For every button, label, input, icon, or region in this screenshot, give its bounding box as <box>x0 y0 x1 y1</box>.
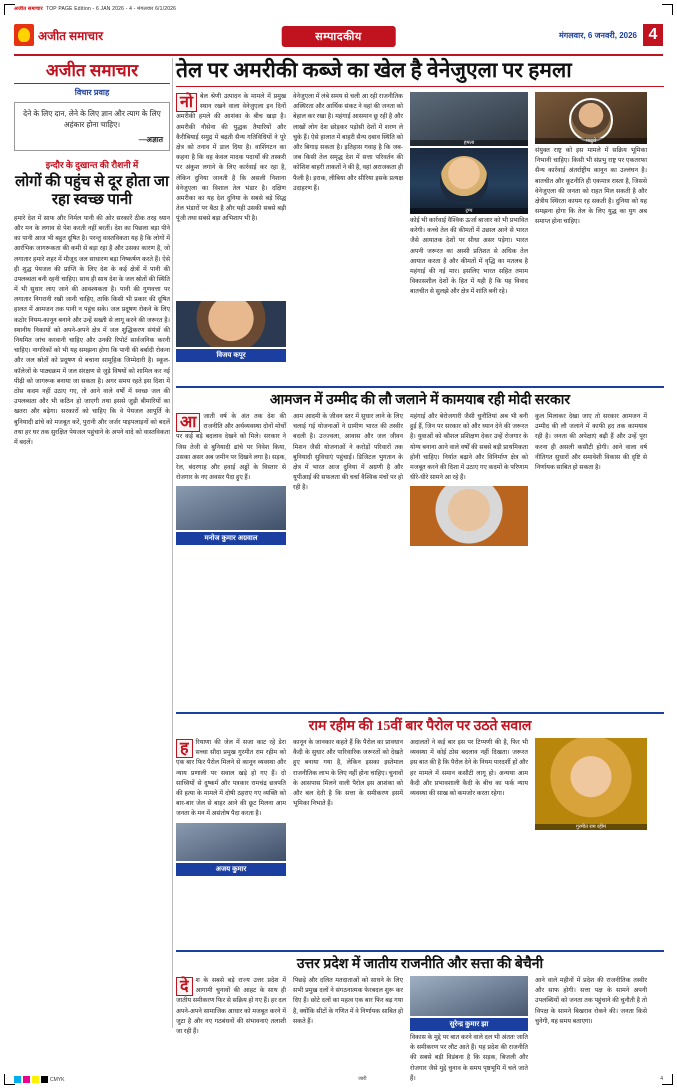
s4-author-photo <box>410 976 528 1016</box>
s4-col-2: पिछड़े और दलित मतदाताओं को साधने के लिए सभी प्रमुख दलों ने संगठनात्मक फेरबदल शुरू कर दिए हैं। छोटे दलों का महत्व एक बार फिर बढ़ गया है, क्योंकि सीटों के गणित में वे निर्णायक साबित हो सकते हैं। <box>293 977 403 1025</box>
left-headline: लोगों की पहुंच से दूर होता जा रहा स्वच्छ पानी <box>15 173 169 208</box>
trump-photo-label: ट्रम्प <box>410 208 528 214</box>
lead-author-byline: विजय कपूर <box>176 349 286 362</box>
s3-col-2: कानून के जानकार कहते हैं कि पैरोल का प्रावधान कैदी के सुधार और पारिवारिक जरूरतों को देखते हुए बनाया गया है, लेकिन इसका इस्तेमाल राजनीतिक लाभ के लिए नहीं होना चाहिए। चुनावों के आसपास मिलने वाली पैरोल इस आशंका को और बल देती है कि सत्ता के समीकरण इसमें भूमिका निभाते हैं। <box>293 739 403 808</box>
s4-author-byline: सुरेन्द्र कुमार झा <box>410 1018 528 1031</box>
kejriwal-photo <box>176 301 286 347</box>
article-modi-govt <box>176 386 664 547</box>
flame-icon <box>14 24 34 46</box>
s2-author-photo <box>176 486 286 530</box>
s4-headline: उत्तर प्रदेश में जातीय राजनीति और सत्ता की बेचैनी <box>296 957 544 972</box>
masthead-title: अजीत समाचार <box>38 28 104 43</box>
s2-col-3: महंगाई और बेरोजगारी जैसी चुनौतियां अब भी बनी हुई हैं, जिन पर सरकार को और ध्यान देने की जरूरत है। युवाओं को कौशल प्रशिक्षण देकर उन्हें रोजगार के योग्य बनाना आने वाले वर्षों की सबसे बड़ी प्राथमिकता होनी चाहिए। निर्यात बढ़ाने और विनिर्माण क्षेत्र को मजबूत करने की दिशा में उठाए गए कदमों के परिणाम धीरे-धीरे सामने आ रहे हैं। <box>410 413 528 482</box>
attack-photo <box>410 92 528 146</box>
left-column <box>14 58 170 1089</box>
crop-mark-tr <box>662 4 673 15</box>
maduro-photo <box>535 92 647 144</box>
left-body-text: हमारे देश में साफ और निर्मल पानी की ओर सरकारें ठीक तरह ध्यान और मन के लगाव से पेश करती नहीं बरतीं। देश का पिछला बड़ा पीने का पानी आज भी बहुत दूषित है। परन्तु वास्तविकता यह है कि लोगों में आरंभिक जागरूकता की कमी से बड़ा रहा है और उसका कारण है, जो लगातार हमारे शहर में मौजूद जल साधारण बड़ा निष्कर्षण करते हैं। ऐसे ही शुद्ध पेयजल की प्राप्ति के लिए देश के कई क्षेत्रों में पानी की उपलब्धता बनी रहनी चाहिए। साथ ही साथ देश के जल स्रोतों की स्थिति में भी सुधार लाए जाने की आवश्यकता है। पानी की गुणवत्ता पर लगातार निगरानी रखी जानी चाहिए, ताकि किसी भी प्रकार की दूषित हालत में आमजन तक पानी न पहुंच सके। जल प्रदूषण रोकने के लिए कठोर नियम-कानून बनाने और उन्हें सख्ती से लागू करने की जरूरत है। स्थानीय निकायों को अपने-अपने क्षेत्र में जल शुद्धिकरण संयंत्रों की नियमित जांच करवानी चाहिए और उनकी रिपोर्ट सार्वजनिक करनी चाहिए। नागरिकों को भी यह समझना होगा कि पानी की बर्बादी रोकना और जल स्रोतों को प्रदूषण से बचाना सामूहिक जिम्मेदारी है। स्कूल-कॉलेजों के पाठ्यक्रम में जल संरक्षण से जुड़े विषयों को शामिल कर नई पीढ़ी को जागरूक बनाया जा सकता है। अगर समय रहते इस दिशा में ठोस कदम नहीं उठाए गए, तो आने वाले वर्षों में स्वच्छ जल की उपलब्धता और भी कठिन हो जाएगी तथा इससे जुड़ी बीमारियों का खतरा और बढ़ेगा। सरकारों को चाहिए कि वे पेयजल आपूर्ति के बुनियादी ढांचे को मजबूत करें, पुरानी और जर्जर पाइपलाइनों को बदलें तथा हर घर तक सुरक्षित पेयजल पहुंचाने के अपने वादे को वास्तविकता में बदलें। <box>14 214 170 446</box>
main-headline: तेल पर अमरीकी कब्जे का खेल है वेनेजुएला पर हमला <box>176 58 664 87</box>
print-registration-strip <box>14 6 663 20</box>
editorial-banner: सम्पादकीय <box>281 26 396 47</box>
column-divider-1 <box>172 58 173 1028</box>
trump-photo <box>410 148 528 214</box>
s2-author-byline: मनोज कुमार अग्रवाल <box>176 532 286 545</box>
footer-strip <box>14 1076 663 1083</box>
s3-headline: राम रहीम की 15वीं बार पैरोल पर उठते सवाल <box>308 719 532 734</box>
cmyk-label: CMYK <box>50 1076 65 1083</box>
left-kicker: इन्दौर के दुखान्त की रौशनी में <box>45 159 139 170</box>
s2-col-4: कुल मिलाकर देखा जाए तो सरकार आमजन में उम्मीद की लौ जलाने में काफी हद तक कामयाब रही है। जनता की अपेक्षाएं बढ़ी हैं और उन्हें पूरा करना ही असली कसौटी होगी। आने वाला वर्ष नीतिगत सुधारों और समावेशी विकास की दृष्टि से निर्णायक साबित हो सकता है। <box>535 413 647 471</box>
modi-photo <box>410 486 528 546</box>
s2-col-1: आ जाती वर्ष के अंत तक देश की राजनीति और अर्थव्यवस्था दोनों मोर्चों पर कई बड़े बदलाव देखने को मिले। सरकार ने जिस तेजी से बुनियादी ढांचे पर निवेश किया, उसका असर अब जमीन पर दिखने लगा है। सड़क, रेल, बंदरगाह और हवाई अड्डों के विस्तार से रोजगार के नए अवसर पैदा हुए हैं। <box>176 413 286 482</box>
s3-author-photo <box>176 823 286 861</box>
footer-center: जारी <box>358 1076 367 1082</box>
left-brand-title: अजीत समाचार <box>14 58 170 84</box>
lead-col-4: संयुक्त राष्ट्र को इस मामले में सक्रिय भूमिका निभानी चाहिए। किसी भी संप्रभु राष्ट्र पर एकतरफा सैन्य कार्रवाई अंतर्राष्ट्रीय कानून का उल्लंघन है। बातचीत और कूटनीति ही एकमात्र रास्ता है, जिससे वेनेजुएला की जनता को राहत मिल सकती है और क्षेत्रीय स्थिरता कायम रह सकती है। दुनिया को यह समझना होगा कि तेल के लिए युद्ध का युग अब समाप्त होना चाहिए। <box>535 147 647 226</box>
vichar-pravah-label: विचार प्रवाह <box>74 88 110 97</box>
logo[interactable] <box>14 24 103 46</box>
cmyk-bar <box>14 1076 64 1083</box>
print-strip-info: TOP PAGE Edition - 6 JAN 2026 - 4 - मंगलवार 6/1/2026 <box>46 6 177 12</box>
lead-col-2: वेनेजुएला में लंबे समय से चली आ रही राजनीतिक अस्थिरता और आर्थिक संकट ने वहां की जनता को बेहाल कर रखा है। महंगाई आसमान छू रही है और लाखों लोग देश छोड़कर पड़ोसी देशों में शरण ले चुके हैं। ऐसे हालात में बाहरी सैन्य दबाव स्थिति को और बिगाड़ सकता है। इतिहास गवाह है कि जब-जब किसी तेल समृद्ध देश में सत्ता परिवर्तन की कोशिश बाहरी ताकतों ने की है, वहां अराजकता ही फैली है। इराक, लीबिया और सीरिया इसके प्रत्यक्ष उदाहरण हैं। <box>293 93 403 192</box>
s2-headline: आमजन में उम्मीद की लौ जलाने में कामयाब रही मोदी सरकार <box>269 393 571 408</box>
masthead <box>14 24 663 56</box>
s3-author-byline: अजय कुमार <box>176 863 286 876</box>
lead-article <box>176 92 664 364</box>
maduro-photo-label: मादुरो <box>535 138 647 144</box>
lead-dropcap: नो <box>176 93 197 112</box>
ram-rahim-photo-label: गुरमीत राम रहीम <box>535 824 647 830</box>
lead-col-3: कोई भी कार्रवाई वैश्विक ऊर्जा बाजार को भी प्रभावित करेगी। कच्चे तेल की कीमतों में उछाल आने से भारत जैसे आयातक देशों पर सीधा असर पड़ेगा। भारत अपनी जरूरत का अस्सी प्रतिशत से अधिक तेल आयात करता है और कीमतों में वृद्धि का मतलब है महंगाई की नई मार। इसलिए भारत सहित तमाम विकासशील देशों के हित में यही है कि यह विवाद बातचीत से सुलझे और क्षेत्र में शांति बनी रहे। <box>410 217 528 296</box>
s3-col-1: ह रियाणा की जेल में सजा काट रहे डेरा सच्चा सौदा प्रमुख गुरमीत राम रहीम को एक बार फिर पैरोल मिलने से कानून व्यवस्था और न्याय प्रणाली पर सवाल खड़े हो गए हैं। दो साध्वियों से दुष्कर्म और पत्रकार रामचंद्र छत्रपति की हत्या के मामले में दोषी ठहराए गए व्यक्ति को बार-बार जेल से बाहर आने की छूट मिलना आम जनता के मन में असंतोष पैदा करता है। <box>176 739 286 818</box>
page-number: 4 <box>643 24 663 46</box>
article-up-politics <box>176 950 664 1084</box>
s3-dropcap: ह <box>176 739 193 758</box>
attack-photo-label: हमला <box>410 140 528 146</box>
quote-text: देने के लिए दान, लेने के लिए ज्ञान और त्याग के लिए अहंकार होना चाहिए। <box>23 109 161 130</box>
s4-dropcap: दे <box>176 977 193 996</box>
footer-page-number: 4 <box>660 1076 663 1082</box>
s2-dropcap: आ <box>176 413 200 432</box>
date-line: मंगलवार, 6 जनवरी, 2026 <box>558 31 637 40</box>
quote-box <box>14 102 170 151</box>
article-ram-rahim <box>176 712 664 878</box>
quote-author: —अज्ञात <box>138 134 163 144</box>
s2-col-2: आम आदमी के जीवन स्तर में सुधार लाने के लिए चलाई गई योजनाओं ने ग्रामीण भारत की तस्वीर बदली है। उज्ज्वला, आवास और जल जीवन मिशन जैसी योजनाओं ने करोड़ों परिवारों तक बुनियादी सुविधाएं पहुंचाईं। डिजिटल भुगतान के क्षेत्र में भारत आज दुनिया में अग्रणी है और यूपीआई की सफलता की चर्चा वैश्विक मंचों पर हो रही है। <box>293 413 403 492</box>
print-strip-brand: अजीत समाचार <box>14 6 43 12</box>
s3-col-3: अदालतों ने कई बार इस पर टिप्पणी की है, फिर भी व्यवस्था में कोई ठोस बदलाव नहीं दिखता। जरूरत इस बात की है कि पैरोल देने के नियम पारदर्शी हों और हर मामले में समान कसौटी लागू हो। अन्यथा आम कैदी और प्रभावशाली कैदी के बीच का फर्क न्याय व्यवस्था की साख को कमजोर करता रहेगा। <box>410 739 528 797</box>
s4-col-3: विकास के मुद्दे पर बात करने वाले दल भी अंततः जाति के समीकरण पर लौट आते हैं। यह प्रदेश की राजनीति की सबसे बड़ी विडंबना है कि सड़क, बिजली और रोजगार जैसे मुद्दे चुनाव के समय पृष्ठभूमि में चले जाते हैं। <box>410 1034 528 1082</box>
ram-rahim-photo <box>535 738 647 830</box>
s4-col-1: दे श के सबसे बड़े राज्य उत्तर प्रदेश में आगामी चुनावों की आहट के साथ ही जातीय समीकरण फिर से सक्रिय हो गए हैं। हर दल अपने-अपने सामाजिक आधार को मजबूत करने में जुटा है और नए गठबंधनों की संभावनाएं तलाशी जा रही हैं। <box>176 977 286 1035</box>
lead-col-1: नो बेल श्रेणी उत्पादन के मामले में प्रमुख स्थान रखने वाला वेनेजुएला इन दिनों अमरीकी हमले की आशंका के बीच खड़ा है। अमरीकी नौसेना की युद्धक तैयारियों और कैरीबियाई समुद्र में बढ़ती सैन्य गतिविधियों ने पूरे क्षेत्र को तनाव में डाल दिया है। वाशिंगटन का कहना है कि वह केवल मादक पदार्थों की तस्करी पर अंकुश लगाने के लिए कार्रवाई कर रहा है, लेकिन दुनिया जानती है कि असली निशाना वेनेजुएला का विशाल तेल भंडार है। दक्षिण अमरीका का यह देश दुनिया के सबसे बड़े सिद्ध तेल भंडारों पर बैठा है और यही उसकी सबसे बड़ी पूंजी तथा सबसे बड़ा अभिशाप भी है। <box>176 93 286 223</box>
s4-col-4: आने वाले महीनों में प्रदेश की राजनीतिक तस्वीर और साफ होगी। सत्ता पक्ष के सामने अपनी उपलब्धियों को जनता तक पहुंचाने की चुनौती है तो विपक्ष के सामने बिखराव रोकने की। जनता किसे चुनेगी, यह समय बताएगा। <box>535 977 647 1025</box>
